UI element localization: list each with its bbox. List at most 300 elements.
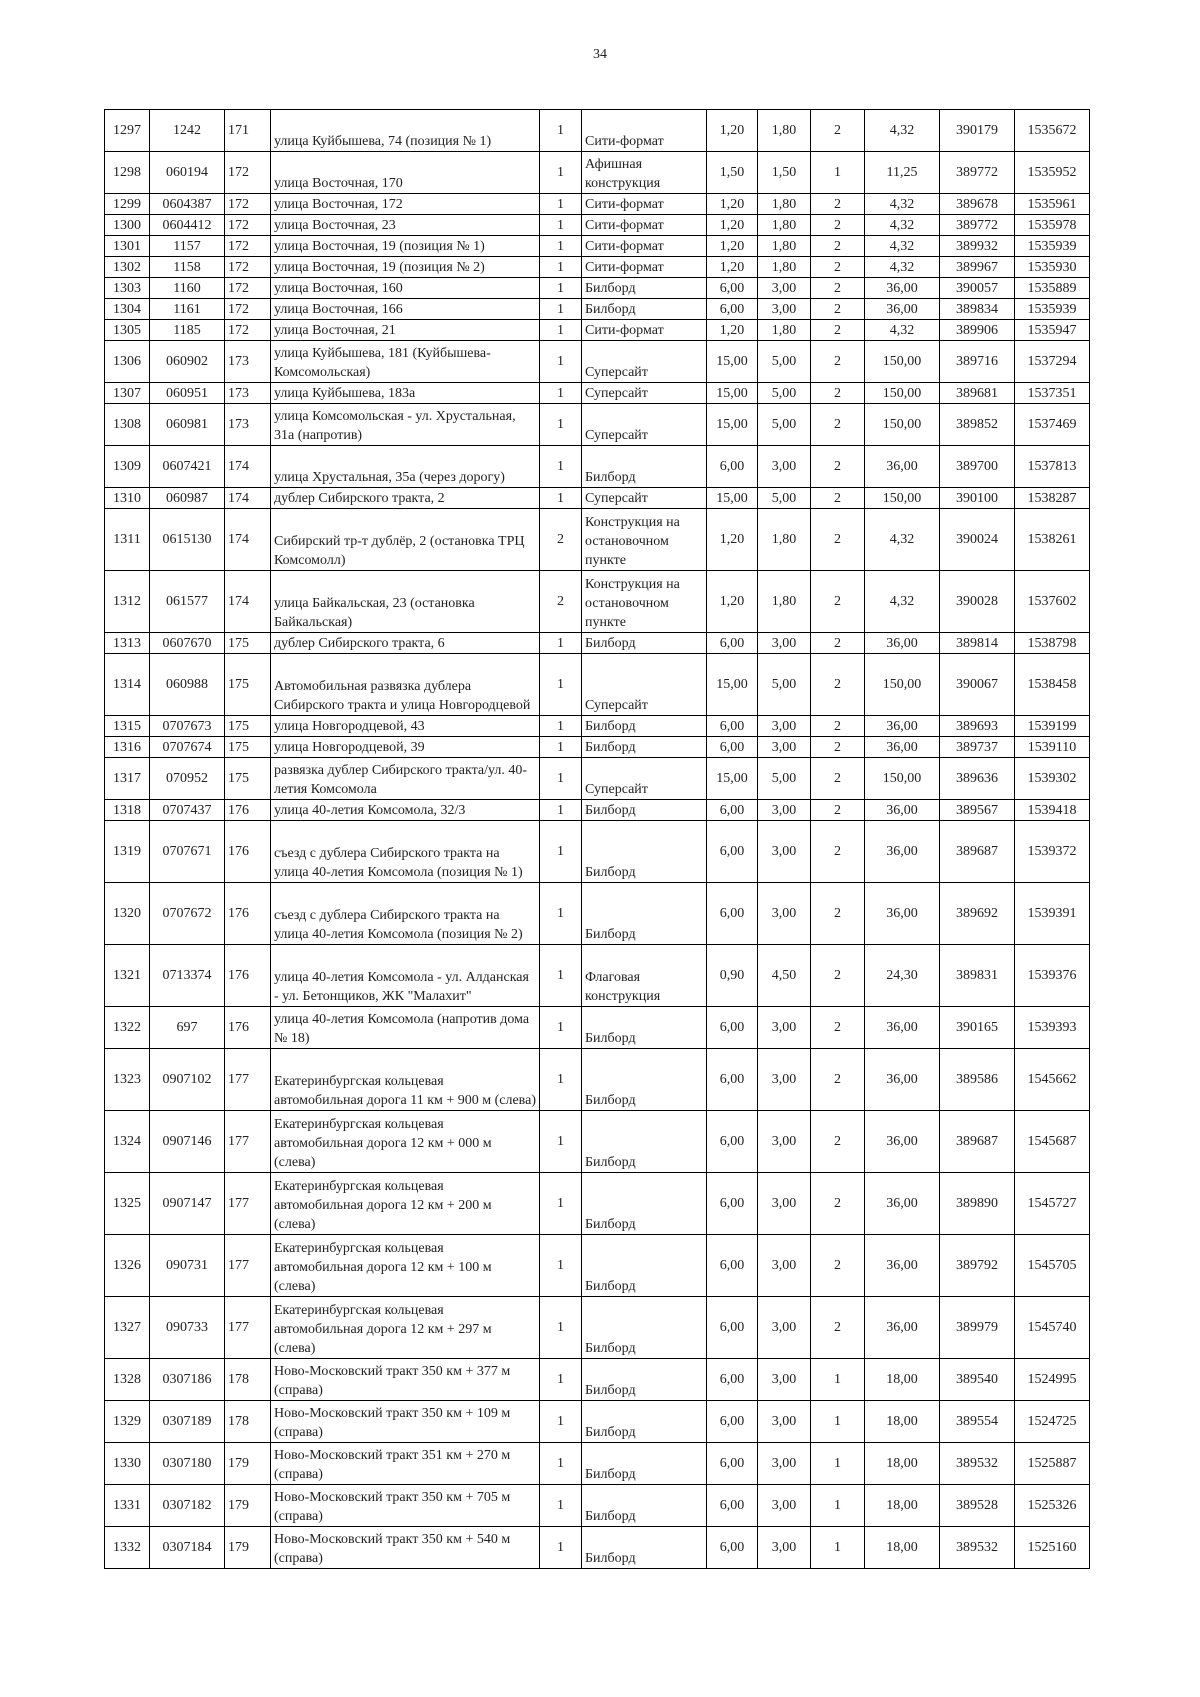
cell-height: 5,00: [758, 654, 811, 716]
table-row: [105, 1527, 1090, 1569]
cell-width: 0,90: [707, 945, 758, 1007]
cell-zone: 174: [225, 571, 271, 633]
cell-height: 1,80: [758, 236, 811, 257]
cell-zone: 178: [225, 1401, 271, 1443]
cell-sides: 2: [811, 320, 865, 341]
cell-sides: 2: [811, 883, 865, 945]
cell-width: 1,20: [707, 257, 758, 278]
cell-type: Суперсайт: [582, 488, 707, 509]
cell-height: 3,00: [758, 1401, 811, 1443]
cell-coord-y: 1524725: [1015, 1401, 1090, 1443]
cell-height: 5,00: [758, 404, 811, 446]
table-row: [105, 236, 1090, 257]
cell-coord-x: 389567: [940, 800, 1015, 821]
cell-sides: 2: [811, 488, 865, 509]
cell-sides: 1: [811, 1527, 865, 1569]
cell-coord-y: 1524995: [1015, 1359, 1090, 1401]
table-row: [105, 1235, 1090, 1297]
table-row: [105, 1007, 1090, 1049]
cell-row-number: 1313: [105, 633, 150, 654]
cell-zone: 172: [225, 194, 271, 215]
cell-type: Суперсайт: [582, 654, 707, 716]
cell-sides: 2: [811, 1111, 865, 1173]
cell-area: 4,32: [865, 257, 940, 278]
cell-zone: 175: [225, 716, 271, 737]
cell-area: 18,00: [865, 1359, 940, 1401]
cell-address: Екатеринбургская кольцевая автомобильная дорога 12 км + 200 м (слева): [271, 1173, 540, 1235]
cell-sides: 2: [811, 633, 865, 654]
cell-address: Екатеринбургская кольцевая автомобильная дорога 12 км + 000 м (слева): [271, 1111, 540, 1173]
cell-height: 3,00: [758, 1443, 811, 1485]
cell-type: Билборд: [582, 1485, 707, 1527]
table-row: [105, 1485, 1090, 1527]
cell-structure-id: 070952: [150, 758, 225, 800]
cell-coord-x: 389932: [940, 236, 1015, 257]
cell-coord-x: 389636: [940, 758, 1015, 800]
table-row: [105, 215, 1090, 236]
cell-zone: 171: [225, 110, 271, 152]
table-row: [105, 654, 1090, 716]
cell-width: 15,00: [707, 404, 758, 446]
cell-row-number: 1327: [105, 1297, 150, 1359]
cell-coord-y: 1539393: [1015, 1007, 1090, 1049]
cell-row-number: 1309: [105, 446, 150, 488]
cell-width: 1,20: [707, 215, 758, 236]
cell-zone: 179: [225, 1527, 271, 1569]
cell-coord-x: 390024: [940, 509, 1015, 571]
cell-coord-x: 389687: [940, 821, 1015, 883]
cell-coord-x: 389814: [940, 633, 1015, 654]
table-row: [105, 758, 1090, 800]
cell-structure-id: 0907102: [150, 1049, 225, 1111]
cell-type: Сити-формат: [582, 257, 707, 278]
cell-coord-x: 389687: [940, 1111, 1015, 1173]
cell-row-number: 1298: [105, 152, 150, 194]
cell-sides: 2: [811, 737, 865, 758]
cell-row-number: 1322: [105, 1007, 150, 1049]
cell-width: 6,00: [707, 1527, 758, 1569]
cell-coord-x: 389693: [940, 716, 1015, 737]
table-row: [105, 320, 1090, 341]
cell-height: 1,80: [758, 571, 811, 633]
cell-zone: 172: [225, 236, 271, 257]
cell-coord-y: 1537294: [1015, 341, 1090, 383]
cell-type: Сити-формат: [582, 194, 707, 215]
cell-coord-y: 1545727: [1015, 1173, 1090, 1235]
cell-structure-id: 1242: [150, 110, 225, 152]
cell-type: Билборд: [582, 821, 707, 883]
cell-type: Билборд: [582, 1297, 707, 1359]
cell-quantity: 1: [540, 383, 582, 404]
cell-coord-y: 1539302: [1015, 758, 1090, 800]
cell-quantity: 1: [540, 883, 582, 945]
cell-coord-x: 389678: [940, 194, 1015, 215]
cell-structure-id: 060194: [150, 152, 225, 194]
cell-width: 1,20: [707, 194, 758, 215]
table-row: [105, 299, 1090, 320]
cell-width: 1,20: [707, 236, 758, 257]
cell-row-number: 1320: [105, 883, 150, 945]
cell-coord-x: 389890: [940, 1173, 1015, 1235]
cell-width: 6,00: [707, 883, 758, 945]
cell-address: улица Восточная, 170: [271, 152, 540, 194]
cell-address: улица Новгородцевой, 39: [271, 737, 540, 758]
cell-sides: 1: [811, 1401, 865, 1443]
cell-row-number: 1318: [105, 800, 150, 821]
cell-coord-y: 1525326: [1015, 1485, 1090, 1527]
cell-sides: 2: [811, 654, 865, 716]
cell-type: Билборд: [582, 716, 707, 737]
cell-width: 6,00: [707, 299, 758, 320]
cell-coord-y: 1537469: [1015, 404, 1090, 446]
table-row: [105, 1111, 1090, 1173]
cell-address: улица Куйбышева, 181 (Куйбышева-Комсомольская): [271, 341, 540, 383]
cell-zone: 174: [225, 446, 271, 488]
cell-coord-y: 1539376: [1015, 945, 1090, 1007]
cell-sides: 2: [811, 716, 865, 737]
cell-coord-y: 1539199: [1015, 716, 1090, 737]
cell-sides: 2: [811, 571, 865, 633]
cell-area: 4,32: [865, 110, 940, 152]
cell-area: 150,00: [865, 758, 940, 800]
cell-coord-x: 390067: [940, 654, 1015, 716]
cell-address: улица Новгородцевой, 43: [271, 716, 540, 737]
cell-address: съезд с дублера Сибирского тракта на улица 40-летия Комсомола (позиция № 1): [271, 821, 540, 883]
cell-coord-y: 1525160: [1015, 1527, 1090, 1569]
cell-structure-id: 0907147: [150, 1173, 225, 1235]
cell-address: улица Восточная, 21: [271, 320, 540, 341]
cell-sides: 2: [811, 1297, 865, 1359]
cell-quantity: 1: [540, 821, 582, 883]
cell-row-number: 1316: [105, 737, 150, 758]
cell-height: 3,00: [758, 1173, 811, 1235]
cell-zone: 174: [225, 488, 271, 509]
cell-area: 36,00: [865, 821, 940, 883]
cell-structure-id: 060988: [150, 654, 225, 716]
cell-sides: 1: [811, 152, 865, 194]
cell-zone: 172: [225, 320, 271, 341]
cell-sides: 2: [811, 341, 865, 383]
cell-area: 36,00: [865, 278, 940, 299]
cell-quantity: 1: [540, 404, 582, 446]
cell-coord-y: 1535952: [1015, 152, 1090, 194]
cell-structure-id: 0707673: [150, 716, 225, 737]
cell-height: 1,80: [758, 509, 811, 571]
cell-area: 4,32: [865, 571, 940, 633]
cell-coord-x: 389692: [940, 883, 1015, 945]
cell-area: 150,00: [865, 383, 940, 404]
cell-sides: 1: [811, 1359, 865, 1401]
cell-structure-id: 060951: [150, 383, 225, 404]
cell-height: 5,00: [758, 488, 811, 509]
cell-quantity: 1: [540, 737, 582, 758]
cell-height: 3,00: [758, 716, 811, 737]
cell-sides: 2: [811, 821, 865, 883]
cell-type: Билборд: [582, 1527, 707, 1569]
cell-coord-x: 389554: [940, 1401, 1015, 1443]
cell-width: 1,50: [707, 152, 758, 194]
cell-address: Ново-Московский тракт 350 км + 377 м (справа): [271, 1359, 540, 1401]
cell-zone: 173: [225, 341, 271, 383]
cell-quantity: 1: [540, 446, 582, 488]
cell-row-number: 1321: [105, 945, 150, 1007]
cell-address: улица 40-летия Комсомола, 32/3: [271, 800, 540, 821]
cell-address: улица Куйбышева, 183а: [271, 383, 540, 404]
cell-sides: 2: [811, 1235, 865, 1297]
cell-structure-id: 060987: [150, 488, 225, 509]
cell-width: 6,00: [707, 1359, 758, 1401]
table-row: [105, 383, 1090, 404]
cell-row-number: 1301: [105, 236, 150, 257]
cell-zone: 176: [225, 800, 271, 821]
cell-area: 36,00: [865, 1049, 940, 1111]
cell-row-number: 1312: [105, 571, 150, 633]
cell-height: 3,00: [758, 1049, 811, 1111]
cell-quantity: 1: [540, 758, 582, 800]
cell-zone: 176: [225, 1007, 271, 1049]
cell-quantity: 1: [540, 1049, 582, 1111]
cell-height: 3,00: [758, 737, 811, 758]
table-row: [105, 194, 1090, 215]
cell-height: 1,50: [758, 152, 811, 194]
cell-area: 36,00: [865, 883, 940, 945]
table-row: [105, 257, 1090, 278]
cell-sides: 1: [811, 1485, 865, 1527]
cell-type: Билборд: [582, 299, 707, 320]
cell-sides: 2: [811, 1007, 865, 1049]
cell-structure-id: 090731: [150, 1235, 225, 1297]
cell-coord-x: 389831: [940, 945, 1015, 1007]
table-row: [105, 110, 1090, 152]
cell-coord-x: 389532: [940, 1443, 1015, 1485]
cell-coord-x: 389979: [940, 1297, 1015, 1359]
cell-height: 3,00: [758, 1297, 811, 1359]
cell-type: Билборд: [582, 800, 707, 821]
cell-area: 18,00: [865, 1401, 940, 1443]
cell-width: 6,00: [707, 737, 758, 758]
cell-row-number: 1311: [105, 509, 150, 571]
cell-coord-x: 389540: [940, 1359, 1015, 1401]
cell-quantity: 1: [540, 1173, 582, 1235]
cell-coord-y: 1537351: [1015, 383, 1090, 404]
cell-zone: 177: [225, 1049, 271, 1111]
cell-coord-y: 1535939: [1015, 236, 1090, 257]
cell-height: 3,00: [758, 633, 811, 654]
cell-row-number: 1317: [105, 758, 150, 800]
cell-sides: 2: [811, 800, 865, 821]
cell-width: 6,00: [707, 1049, 758, 1111]
cell-coord-y: 1538458: [1015, 654, 1090, 716]
cell-height: 1,80: [758, 320, 811, 341]
cell-type: Билборд: [582, 737, 707, 758]
table-row: [105, 945, 1090, 1007]
cell-type: Сити-формат: [582, 320, 707, 341]
cell-zone: 172: [225, 215, 271, 236]
cell-coord-x: 389834: [940, 299, 1015, 320]
cell-row-number: 1310: [105, 488, 150, 509]
cell-coord-x: 390057: [940, 278, 1015, 299]
cell-height: 1,80: [758, 194, 811, 215]
table-row: [105, 821, 1090, 883]
cell-structure-id: 090733: [150, 1297, 225, 1359]
cell-structure-id: 1185: [150, 320, 225, 341]
cell-quantity: 1: [540, 488, 582, 509]
cell-height: 3,00: [758, 1485, 811, 1527]
cell-structure-id: 1158: [150, 257, 225, 278]
cell-row-number: 1299: [105, 194, 150, 215]
cell-height: 1,80: [758, 257, 811, 278]
cell-type: Билборд: [582, 1111, 707, 1173]
cell-height: 3,00: [758, 278, 811, 299]
cell-coord-y: 1538798: [1015, 633, 1090, 654]
cell-type: Сити-формат: [582, 215, 707, 236]
cell-coord-x: 389967: [940, 257, 1015, 278]
cell-address: улица Восточная, 160: [271, 278, 540, 299]
cell-sides: 1: [811, 1443, 865, 1485]
cell-sides: 2: [811, 299, 865, 320]
cell-type: Билборд: [582, 278, 707, 299]
cell-zone: 178: [225, 1359, 271, 1401]
cell-coord-y: 1538261: [1015, 509, 1090, 571]
cell-width: 6,00: [707, 821, 758, 883]
cell-structure-id: 697: [150, 1007, 225, 1049]
cell-quantity: 1: [540, 1401, 582, 1443]
cell-zone: 173: [225, 404, 271, 446]
cell-coord-y: 1539418: [1015, 800, 1090, 821]
cell-zone: 175: [225, 654, 271, 716]
cell-row-number: 1297: [105, 110, 150, 152]
cell-type: Билборд: [582, 446, 707, 488]
cell-height: 3,00: [758, 800, 811, 821]
cell-type: Билборд: [582, 1443, 707, 1485]
cell-address: Сибирский тр-т дублёр, 2 (остановка ТРЦ Комсомолл): [271, 509, 540, 571]
cell-height: 3,00: [758, 1007, 811, 1049]
cell-coord-y: 1535961: [1015, 194, 1090, 215]
table-row: [105, 737, 1090, 758]
cell-row-number: 1326: [105, 1235, 150, 1297]
cell-address: улица Восточная, 19 (позиция № 2): [271, 257, 540, 278]
cell-structure-id: 0307186: [150, 1359, 225, 1401]
cell-height: 3,00: [758, 1359, 811, 1401]
cell-quantity: 1: [540, 215, 582, 236]
table-row: [105, 509, 1090, 571]
cell-width: 6,00: [707, 633, 758, 654]
cell-structure-id: 1161: [150, 299, 225, 320]
cell-row-number: 1323: [105, 1049, 150, 1111]
cell-address: улица Комсомольская - ул. Хрустальная, 31а (напротив): [271, 404, 540, 446]
cell-width: 1,20: [707, 320, 758, 341]
cell-width: 15,00: [707, 758, 758, 800]
cell-coord-y: 1539372: [1015, 821, 1090, 883]
cell-sides: 2: [811, 278, 865, 299]
cell-area: 150,00: [865, 488, 940, 509]
cell-zone: 176: [225, 821, 271, 883]
cell-type: Билборд: [582, 1049, 707, 1111]
cell-coord-y: 1525887: [1015, 1443, 1090, 1485]
cell-address: Екатеринбургская кольцевая автомобильная дорога 12 км + 100 м (слева): [271, 1235, 540, 1297]
cell-area: 150,00: [865, 654, 940, 716]
cell-row-number: 1328: [105, 1359, 150, 1401]
table-row: [105, 571, 1090, 633]
cell-area: 18,00: [865, 1443, 940, 1485]
table-row: [105, 1173, 1090, 1235]
cell-coord-x: 389716: [940, 341, 1015, 383]
cell-width: 6,00: [707, 446, 758, 488]
cell-row-number: 1302: [105, 257, 150, 278]
cell-quantity: 1: [540, 1007, 582, 1049]
cell-structure-id: 0604387: [150, 194, 225, 215]
cell-row-number: 1303: [105, 278, 150, 299]
table-row: [105, 404, 1090, 446]
cell-address: улица Хрустальная, 35а (через дорогу): [271, 446, 540, 488]
cell-type: Билборд: [582, 633, 707, 654]
table-row: [105, 488, 1090, 509]
cell-sides: 2: [811, 1049, 865, 1111]
cell-coord-x: 390100: [940, 488, 1015, 509]
cell-quantity: 1: [540, 716, 582, 737]
cell-zone: 172: [225, 257, 271, 278]
cell-coord-x: 389737: [940, 737, 1015, 758]
cell-address: улица 40-летия Комсомола - ул. Алданская - ул. Бетонщиков, ЖК "Малахит": [271, 945, 540, 1007]
cell-structure-id: 0307180: [150, 1443, 225, 1485]
cell-area: 150,00: [865, 404, 940, 446]
cell-coord-y: 1535939: [1015, 299, 1090, 320]
table-row: [105, 278, 1090, 299]
cell-coord-x: 389792: [940, 1235, 1015, 1297]
cell-structure-id: 0607670: [150, 633, 225, 654]
cell-row-number: 1325: [105, 1173, 150, 1235]
cell-address: Ново-Московский тракт 350 км + 109 м (справа): [271, 1401, 540, 1443]
cell-sides: 2: [811, 194, 865, 215]
cell-coord-x: 389528: [940, 1485, 1015, 1527]
cell-zone: 175: [225, 633, 271, 654]
cell-type: Билборд: [582, 1235, 707, 1297]
cell-quantity: 1: [540, 1297, 582, 1359]
cell-zone: 176: [225, 883, 271, 945]
cell-zone: 177: [225, 1235, 271, 1297]
cell-area: 150,00: [865, 341, 940, 383]
cell-structure-id: 060981: [150, 404, 225, 446]
cell-zone: 179: [225, 1485, 271, 1527]
cell-row-number: 1315: [105, 716, 150, 737]
cell-address: улица Куйбышева, 74 (позиция № 1): [271, 110, 540, 152]
cell-coord-x: 390179: [940, 110, 1015, 152]
cell-type: Билборд: [582, 1173, 707, 1235]
table-row: [105, 883, 1090, 945]
cell-coord-y: 1545662: [1015, 1049, 1090, 1111]
table-row: [105, 1359, 1090, 1401]
page-number: 34: [593, 47, 607, 62]
cell-height: 5,00: [758, 383, 811, 404]
cell-quantity: 1: [540, 320, 582, 341]
cell-type: Билборд: [582, 1359, 707, 1401]
cell-height: 3,00: [758, 299, 811, 320]
cell-row-number: 1330: [105, 1443, 150, 1485]
cell-area: 36,00: [865, 800, 940, 821]
cell-row-number: 1329: [105, 1401, 150, 1443]
cell-area: 36,00: [865, 299, 940, 320]
cell-sides: 2: [811, 945, 865, 1007]
structures-table: [104, 109, 1090, 1569]
cell-coord-x: 389532: [940, 1527, 1015, 1569]
cell-area: 36,00: [865, 716, 940, 737]
cell-address: Автомобильная развязка дублера Сибирского тракта и улица Новгородцевой: [271, 654, 540, 716]
cell-width: 6,00: [707, 1235, 758, 1297]
cell-structure-id: 0307189: [150, 1401, 225, 1443]
cell-quantity: 1: [540, 1111, 582, 1173]
table-row: [105, 152, 1090, 194]
cell-coord-y: 1535889: [1015, 278, 1090, 299]
